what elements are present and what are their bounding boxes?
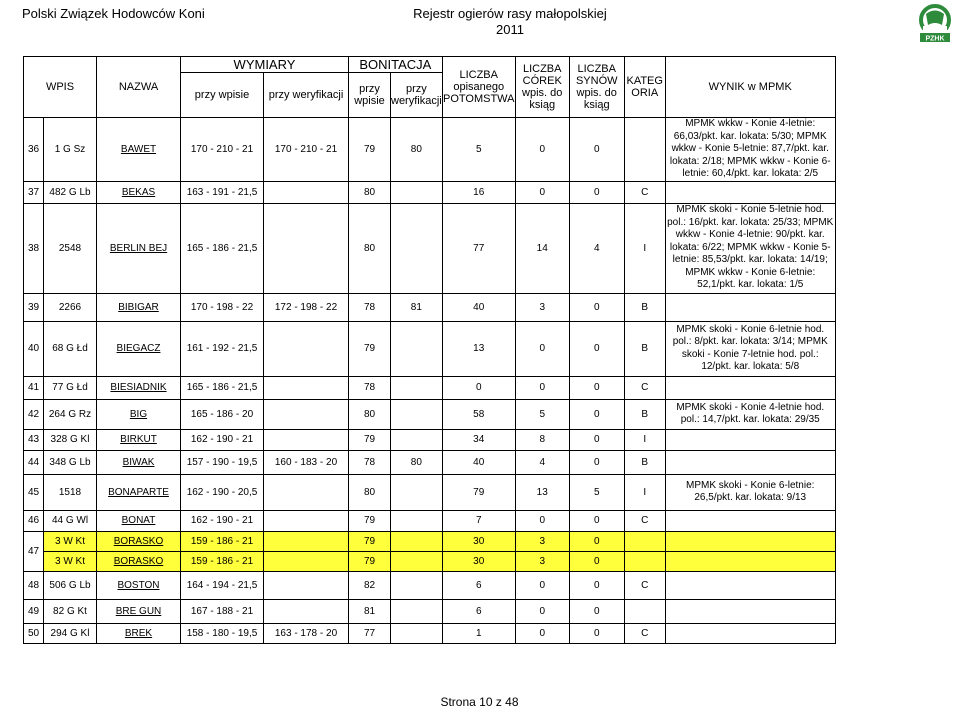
- col-kategoria: KATEG ORIA: [624, 57, 665, 118]
- mpmk-result: [665, 181, 835, 203]
- score-entry: 80: [349, 203, 391, 293]
- mpmk-result: MPMK skoki - Konie 5-letnie hod. pol.: 16/pkt. kar. lokata: 25/33; MPMK wkkw - Konie 4-letnie: 90/pkt. kar. lokata: 6/22; MPMK wkkw - Konie 5-letnie: 85,53/pkt. kar. lokata: 14/19; MPMK wkkw - Konie 6-letnie: 52,1/pkt. kar. lokata: 1/5: [665, 203, 835, 293]
- sons-count: 5: [569, 474, 624, 510]
- category: C: [624, 623, 665, 643]
- category: [624, 551, 665, 571]
- dims-verify: [264, 376, 349, 399]
- mpmk-result: [665, 450, 835, 474]
- dims-verify: [264, 399, 349, 429]
- horse-name: BORASKO: [97, 531, 181, 551]
- mpmk-result: [665, 376, 835, 399]
- horse-name: BIG: [97, 399, 181, 429]
- document-title-line: Rejestr ogierów rasy małopolskiej: [413, 6, 607, 21]
- dims-entry: 165 - 186 - 21,5: [181, 376, 264, 399]
- col-synow: LICZBA SYNÓW wpis. do ksiąg: [569, 57, 624, 118]
- col-wym-wpis: przy wpisie: [181, 73, 264, 118]
- dims-verify: [264, 203, 349, 293]
- row-number: 47: [24, 531, 44, 571]
- category: B: [624, 293, 665, 321]
- score-entry: 79: [349, 429, 391, 450]
- dims-entry: 163 - 191 - 21,5: [181, 181, 264, 203]
- row-number: 37: [24, 181, 44, 203]
- daughters-count: 13: [515, 474, 569, 510]
- category: [624, 599, 665, 623]
- dims-verify: 170 - 210 - 21: [264, 118, 349, 182]
- entry-id: 82 G Kt: [44, 599, 97, 623]
- row-number: 44: [24, 450, 44, 474]
- offspring-count: 40: [442, 293, 515, 321]
- dims-entry: 158 - 180 - 19,5: [181, 623, 264, 643]
- row-number: 39: [24, 293, 44, 321]
- score-entry: 79: [349, 531, 391, 551]
- daughters-count: 14: [515, 203, 569, 293]
- mpmk-result: MPMK wkkw - Konie 4-letnie: 66,03/pkt. kar. lokata: 5/30; MPMK wkkw - Konie 5-letnie: 87,7/pkt. kar. lokata: 2/18; MPMK wkkw - Konie 6-letnie: 60,4/pkt. kar. lokata: 2/5: [665, 118, 835, 182]
- col-potomstwa: LICZBA opisanego POTOMSTWA: [442, 57, 515, 118]
- row-number: 43: [24, 429, 44, 450]
- dims-entry: 159 - 186 - 21: [181, 551, 264, 571]
- score-entry: 81: [349, 599, 391, 623]
- offspring-count: 34: [442, 429, 515, 450]
- offspring-count: 40: [442, 450, 515, 474]
- mpmk-result: MPMK skoki - Konie 6-letnie hod. pol.: 8/pkt. kar. lokata: 3/14; MPMK skoki - Konie 7-letnie hod. pol.: 12/pkt. kar. lokata: 5/8: [665, 321, 835, 376]
- col-wynik: WYNIK w MPMK: [665, 57, 835, 118]
- table-row: [24, 293, 836, 321]
- score-verify: 81: [391, 293, 443, 321]
- dims-entry: 165 - 186 - 21,5: [181, 203, 264, 293]
- score-entry: 78: [349, 450, 391, 474]
- horse-name: BIWAK: [97, 450, 181, 474]
- dims-verify: [264, 181, 349, 203]
- col-wpis: WPIS: [24, 57, 97, 118]
- table-row: [24, 571, 836, 599]
- sons-count: 0: [569, 510, 624, 531]
- col-bonitacja: BONITACJA: [349, 57, 443, 73]
- category: B: [624, 399, 665, 429]
- dims-entry: 162 - 190 - 20,5: [181, 474, 264, 510]
- sons-count: 0: [569, 118, 624, 182]
- score-verify: [391, 399, 443, 429]
- logo-text: PZHK: [925, 35, 945, 43]
- category: [624, 531, 665, 551]
- sons-count: 0: [569, 571, 624, 599]
- score-entry: 77: [349, 623, 391, 643]
- horse-name: BONAT: [97, 510, 181, 531]
- category: C: [624, 571, 665, 599]
- entry-id: 2266: [44, 293, 97, 321]
- sons-count: 0: [569, 551, 624, 571]
- horseshoe-emblem-icon: [914, 3, 956, 45]
- category: B: [624, 321, 665, 376]
- table-row: [24, 399, 836, 429]
- score-verify: [391, 599, 443, 623]
- table-row: [24, 551, 836, 571]
- score-entry: 79: [349, 321, 391, 376]
- sons-count: 0: [569, 181, 624, 203]
- score-entry: 80: [349, 474, 391, 510]
- dims-verify: [264, 474, 349, 510]
- score-verify: [391, 321, 443, 376]
- col-nazwa: NAZWA: [97, 57, 181, 118]
- offspring-count: 30: [442, 551, 515, 571]
- sons-count: 0: [569, 623, 624, 643]
- entry-id: 3 W Kt: [44, 551, 97, 571]
- horse-name: BIRKUT: [97, 429, 181, 450]
- col-bon-weryf: przy weryfikacji: [391, 73, 443, 118]
- table-row: [24, 321, 836, 376]
- offspring-count: 7: [442, 510, 515, 531]
- horse-name: BIESIADNIK: [97, 376, 181, 399]
- sons-count: 0: [569, 429, 624, 450]
- dims-verify: [264, 551, 349, 571]
- table-row: [24, 181, 836, 203]
- offspring-count: 13: [442, 321, 515, 376]
- row-number: 49: [24, 599, 44, 623]
- offspring-count: 30: [442, 531, 515, 551]
- dims-entry: 170 - 210 - 21: [181, 118, 264, 182]
- daughters-count: 0: [515, 118, 569, 182]
- row-number: 36: [24, 118, 44, 182]
- horse-name: BIEGACZ: [97, 321, 181, 376]
- category: I: [624, 429, 665, 450]
- offspring-count: 16: [442, 181, 515, 203]
- row-number: 40: [24, 321, 44, 376]
- col-corek: LICZBA CÓREK wpis. do ksiąg: [515, 57, 569, 118]
- score-entry: 79: [349, 118, 391, 182]
- dims-entry: 161 - 192 - 21,5: [181, 321, 264, 376]
- daughters-count: 3: [515, 531, 569, 551]
- entry-id: 3 W Kt: [44, 531, 97, 551]
- row-number: 38: [24, 203, 44, 293]
- score-verify: 80: [391, 450, 443, 474]
- mpmk-result: [665, 623, 835, 643]
- table-row: [24, 474, 836, 510]
- dims-verify: [264, 599, 349, 623]
- entry-id: 68 G Łd: [44, 321, 97, 376]
- score-entry: 78: [349, 293, 391, 321]
- mpmk-result: [665, 429, 835, 450]
- table-row: [24, 531, 836, 551]
- entry-id: 44 G Wl: [44, 510, 97, 531]
- score-entry: 80: [349, 399, 391, 429]
- dims-entry: 164 - 194 - 21,5: [181, 571, 264, 599]
- dims-verify: [264, 429, 349, 450]
- mpmk-result: [665, 551, 835, 571]
- table-row: [24, 118, 836, 182]
- organization-name: Polski Związek Hodowców Koni: [22, 6, 205, 21]
- mpmk-result: MPMK skoki - Konie 4-letnie hod. pol.: 14,7/pkt. kar. lokata: 29/35: [665, 399, 835, 429]
- horse-name: BEKAS: [97, 181, 181, 203]
- mpmk-result: [665, 293, 835, 321]
- daughters-count: 0: [515, 321, 569, 376]
- sons-count: 0: [569, 450, 624, 474]
- score-verify: [391, 203, 443, 293]
- row-number: 41: [24, 376, 44, 399]
- sons-count: 0: [569, 376, 624, 399]
- category: C: [624, 181, 665, 203]
- entry-id: 1518: [44, 474, 97, 510]
- sons-count: 4: [569, 203, 624, 293]
- dims-entry: 157 - 190 - 19,5: [181, 450, 264, 474]
- table-row: [24, 203, 836, 293]
- sons-count: 0: [569, 599, 624, 623]
- dims-verify: 160 - 183 - 20: [264, 450, 349, 474]
- sons-count: 0: [569, 321, 624, 376]
- score-entry: 78: [349, 376, 391, 399]
- offspring-count: 1: [442, 623, 515, 643]
- offspring-count: 58: [442, 399, 515, 429]
- dims-verify: [264, 531, 349, 551]
- offspring-count: 0: [442, 376, 515, 399]
- score-verify: [391, 571, 443, 599]
- daughters-count: 0: [515, 181, 569, 203]
- score-verify: 80: [391, 118, 443, 182]
- dims-verify: [264, 321, 349, 376]
- mpmk-result: MPMK skoki - Konie 6-letnie: 26,5/pkt. kar. lokata: 9/13: [665, 474, 835, 510]
- col-wymiary: WYMIARY: [181, 57, 349, 73]
- dims-verify: 163 - 178 - 20: [264, 623, 349, 643]
- entry-id: 348 G Lb: [44, 450, 97, 474]
- category: [624, 118, 665, 182]
- score-verify: [391, 376, 443, 399]
- score-verify: [391, 429, 443, 450]
- dims-verify: [264, 571, 349, 599]
- entry-id: 264 G Rz: [44, 399, 97, 429]
- category: I: [624, 203, 665, 293]
- offspring-count: 6: [442, 599, 515, 623]
- offspring-count: 77: [442, 203, 515, 293]
- dims-verify: [264, 510, 349, 531]
- score-entry: 79: [349, 510, 391, 531]
- horse-name: BOSTON: [97, 571, 181, 599]
- horse-name: BREK: [97, 623, 181, 643]
- daughters-count: 0: [515, 623, 569, 643]
- daughters-count: 3: [515, 551, 569, 571]
- daughters-count: 0: [515, 376, 569, 399]
- daughters-count: 5: [515, 399, 569, 429]
- daughters-count: 8: [515, 429, 569, 450]
- table-row: [24, 450, 836, 474]
- document-title: [400, 6, 620, 38]
- category: B: [624, 450, 665, 474]
- horse-name: BIBIGAR: [97, 293, 181, 321]
- col-bon-wpis: przy wpisie: [349, 73, 391, 118]
- stallion-register-table: [23, 56, 836, 644]
- mpmk-result: [665, 510, 835, 531]
- sons-count: 0: [569, 293, 624, 321]
- table-row: [24, 623, 836, 643]
- offspring-count: 5: [442, 118, 515, 182]
- table-row: [24, 376, 836, 399]
- score-entry: 82: [349, 571, 391, 599]
- sons-count: 0: [569, 531, 624, 551]
- entry-id: 1 G Sz: [44, 118, 97, 182]
- horse-name: BAWET: [97, 118, 181, 182]
- dims-entry: 162 - 190 - 21: [181, 510, 264, 531]
- score-entry: 79: [349, 551, 391, 571]
- offspring-count: 6: [442, 571, 515, 599]
- mpmk-result: [665, 571, 835, 599]
- score-entry: 80: [349, 181, 391, 203]
- page-number: Strona 10 z 48: [440, 695, 519, 709]
- score-verify: [391, 551, 443, 571]
- row-number: 46: [24, 510, 44, 531]
- entry-id: 77 G Łd: [44, 376, 97, 399]
- table-row: [24, 599, 836, 623]
- mpmk-result: [665, 531, 835, 551]
- daughters-count: 3: [515, 293, 569, 321]
- document-year: 2011: [496, 22, 524, 37]
- mpmk-result: [665, 599, 835, 623]
- daughters-count: 4: [515, 450, 569, 474]
- row-number: 48: [24, 571, 44, 599]
- dims-entry: 167 - 188 - 21: [181, 599, 264, 623]
- horse-name: BRE GUN: [97, 599, 181, 623]
- category: C: [624, 376, 665, 399]
- dims-verify: 172 - 198 - 22: [264, 293, 349, 321]
- score-verify: [391, 531, 443, 551]
- entry-id: 2548: [44, 203, 97, 293]
- score-verify: [391, 623, 443, 643]
- score-verify: [391, 474, 443, 510]
- daughters-count: 0: [515, 599, 569, 623]
- category: C: [624, 510, 665, 531]
- row-number: 42: [24, 399, 44, 429]
- entry-id: 482 G Lb: [44, 181, 97, 203]
- horse-name: BERLIN BEJ: [97, 203, 181, 293]
- category: I: [624, 474, 665, 510]
- dims-entry: 165 - 186 - 20: [181, 399, 264, 429]
- dims-entry: 162 - 190 - 21: [181, 429, 264, 450]
- sons-count: 0: [569, 399, 624, 429]
- horse-name: BONAPARTE: [97, 474, 181, 510]
- entry-id: 506 G Lb: [44, 571, 97, 599]
- daughters-count: 0: [515, 510, 569, 531]
- dims-entry: 159 - 186 - 21: [181, 531, 264, 551]
- row-number: 50: [24, 623, 44, 643]
- offspring-count: 79: [442, 474, 515, 510]
- table-row: [24, 510, 836, 531]
- table-row: [24, 429, 836, 450]
- col-wym-weryf: przy weryfikacji: [264, 73, 349, 118]
- dims-entry: 170 - 198 - 22: [181, 293, 264, 321]
- horse-name: BORASKO: [97, 551, 181, 571]
- row-number: 45: [24, 474, 44, 510]
- entry-id: 328 G Kl: [44, 429, 97, 450]
- entry-id: 294 G Kl: [44, 623, 97, 643]
- score-verify: [391, 510, 443, 531]
- score-verify: [391, 181, 443, 203]
- daughters-count: 0: [515, 571, 569, 599]
